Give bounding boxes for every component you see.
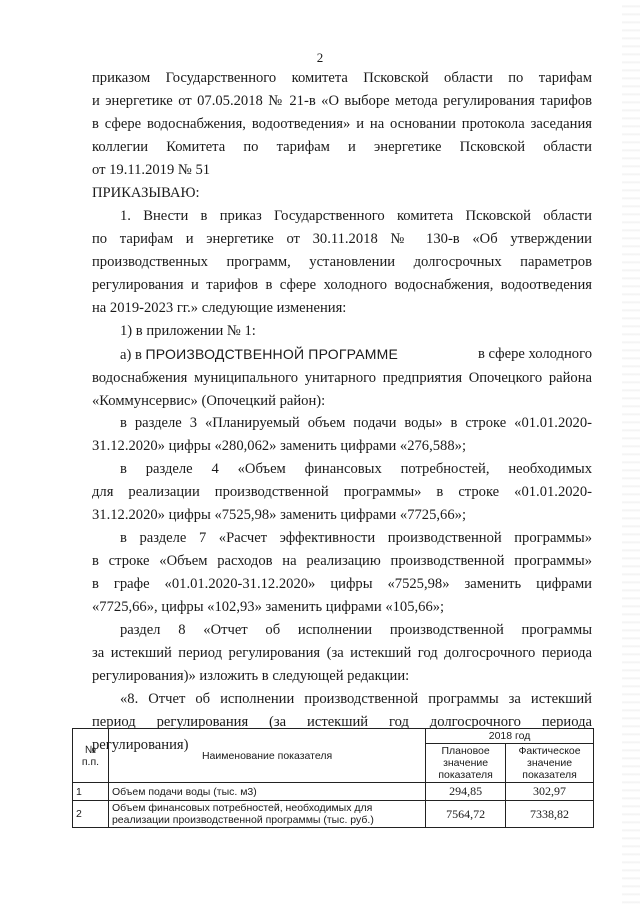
header-indicator-name: Наименование показателя (108, 729, 425, 783)
text-line: а) в ПРОИЗВОДСТВЕННОЙ ПРОГРАММЕ в сфере холодного (120, 346, 592, 363)
text-line: «7725,66», цифры «102,93» заменить цифрами «105,66»; (92, 599, 445, 615)
program-caps-title: ПРОИЗВОДСТВЕННОЙ ПРОГРАММЕ (145, 346, 399, 362)
report-table (72, 728, 594, 828)
text-line: по тарифам и энергетике от 30.11.2018 № 130-в «Об утверждении (92, 231, 592, 247)
text-line: и энергетике от 07.05.2018 № 21-в «О выборе метода регулирования тарифов (92, 93, 592, 109)
text-line: в графе «01.01.2020-31.12.2020» цифры «7525,98» заменить цифрами (92, 576, 592, 592)
row-number: 2 (73, 801, 109, 828)
page-number: 2 (316, 50, 324, 65)
text-line: водоснабжения муниципального унитарного предприятия Опочецкого района (92, 370, 592, 386)
header-plan: Плановое значение показателя (426, 744, 506, 783)
text-line: в разделе 3 «Планируемый объем подачи воды» в строке «01.01.2020- (120, 415, 592, 431)
text-line: раздел 8 «Отчет об исполнении производственной программы (120, 622, 592, 638)
header-number: № п.п. (73, 729, 109, 783)
row-name: Объем финансовых потребностей, необходимых для реализации производственной программы (тыс. руб.) (108, 801, 425, 828)
text-line: 1. Внести в приказ Государственного комитета Псковской области (120, 208, 592, 224)
section-3-change (92, 412, 592, 458)
intro-paragraph (92, 67, 592, 205)
order-word: ПРИКАЗЫВАЮ: (92, 185, 200, 201)
text-line: 31.12.2020» цифры «280,062» заменить цифрами «276,588»; (92, 438, 466, 454)
text-line: за истекший период регулирования (за истекший год долгосрочного периода (92, 645, 592, 661)
text-line: регулирования и тарифов в сфере холодного водоснабжения, водоотведения (92, 277, 592, 293)
section-8-change (92, 619, 592, 688)
text-line: производственных программ, установлении долгосрочных параметров (92, 254, 592, 270)
text-line: коллегии Комитета по тарифам и энергетике Псковской области (92, 139, 592, 155)
text-line: регулирования) (92, 737, 189, 753)
row-fact-value: 302,97 (506, 783, 594, 801)
header-fact: Фактическое значение показателя (506, 744, 594, 783)
text-line: «8. Отчет об исполнении производственной программы за истекший (120, 691, 592, 707)
text-line: для реализации производственной программы» в строке «01.01.2020- (92, 484, 592, 500)
row-name: Объем подачи воды (тыс. м3) (108, 783, 425, 801)
text-line: в сфере водоснабжения, водоотведения» и на основании протокола заседания (92, 116, 592, 132)
sub-item-a (92, 343, 592, 413)
table-row (73, 783, 594, 801)
row-plan-value: 294,85 (426, 783, 506, 801)
text-line: от 19.11.2019 № 51 (92, 162, 211, 178)
text-line: «Коммунсервис» (Опочецкий район): (92, 393, 326, 409)
scan-edge-artifact (622, 0, 640, 905)
table-header-row (73, 729, 594, 744)
row-number: 1 (73, 783, 109, 801)
text-line: 31.12.2020» цифры «7525,98» заменить цифрами «7725,66»; (92, 507, 466, 523)
text-line: в разделе 7 «Расчет эффективности производственной программы» (120, 530, 592, 546)
text-line: период регулирования (за истекший год долгосрочного периода (92, 714, 592, 730)
text-line: регулирования)» изложить в следующей редакции: (92, 668, 410, 684)
item-1-paragraph (92, 205, 592, 343)
section-7-change (92, 527, 592, 619)
table-row (73, 801, 594, 828)
section-4-change (92, 458, 592, 527)
text-line: в разделе 4 «Объем финансовых потребностей, необходимых (120, 461, 592, 477)
text-line: на 2019-2023 гг.» следующие изменения: (92, 300, 347, 316)
sub-item-1: 1) в приложении № 1: (120, 323, 256, 339)
text-line: приказом Государственного комитета Псковской области по тарифам (92, 70, 592, 86)
header-year: 2018 год (426, 729, 594, 744)
row-plan-value: 7564,72 (426, 801, 506, 828)
text-line: в строке «Объем расходов на реализацию производственной программы» (92, 553, 592, 569)
row-fact-value: 7338,82 (506, 801, 594, 828)
